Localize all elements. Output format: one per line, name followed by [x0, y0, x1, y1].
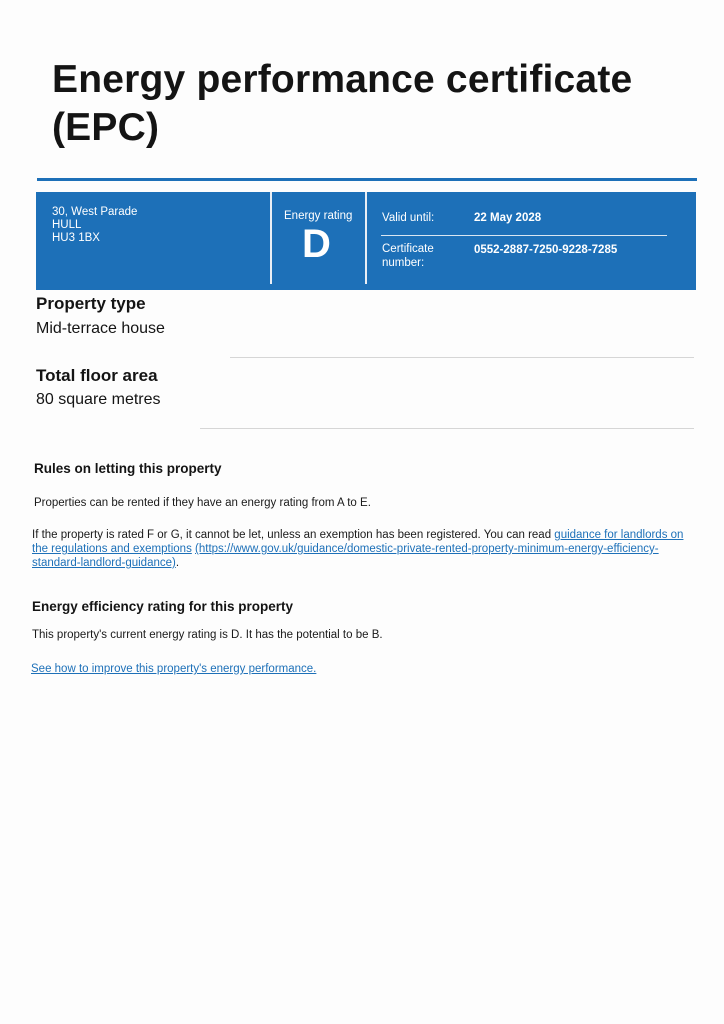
improve-link-wrapper — [31, 662, 316, 676]
letting-rules-heading: Rules on letting this property — [34, 461, 222, 476]
section-divider — [230, 357, 694, 358]
address-line-2: HULL — [52, 219, 82, 231]
letting-rules-para-2-end: . — [175, 557, 180, 569]
banner-divider — [270, 192, 272, 284]
energy-rating-letter: D — [302, 222, 331, 266]
landlord-guidance-url[interactable]: (https://www.gov.uk/guidance/domestic-private-rented-property-minimum-energy-efficiency-standard-landlord-guidance) — [32, 543, 659, 569]
epc-summary-banner — [36, 192, 696, 290]
letting-rules-para-2-text: If the property is rated F or G, it cannot be let, unless an exemption has been registered. You can read — [32, 529, 555, 541]
valid-until-label: Valid until: — [382, 212, 435, 224]
property-address — [52, 206, 137, 245]
address-line-3: HU3 1BX — [52, 232, 100, 244]
certificate-number: 0552-2887-7250-9228-7285 — [474, 244, 618, 256]
landlord-guidance-link[interactable]: guidance for landlords on the regulations and exemptions — [32, 529, 684, 555]
property-type-value: Mid-terrace house — [36, 320, 165, 337]
letting-rules-para-2 — [32, 528, 694, 570]
address-line-1: 30, West Parade — [52, 206, 138, 218]
title-underline — [37, 178, 697, 181]
floor-area-heading: Total floor area — [36, 366, 158, 385]
section-divider — [200, 428, 694, 429]
improve-performance-link[interactable]: See how to improve this property's energy performance. — [31, 663, 317, 675]
page-title: Energy performance certificate (EPC) — [52, 58, 633, 149]
efficiency-rating-text: This property's current energy rating is D. It has the potential to be B. — [32, 629, 383, 641]
floor-area-value: 80 square metres — [36, 391, 161, 408]
banner-divider — [365, 192, 367, 284]
energy-rating-label: Energy rating — [284, 210, 353, 222]
banner-inner-divider — [381, 235, 667, 236]
valid-until-date: 22 May 2028 — [474, 212, 542, 224]
letting-rules-para-1: Properties can be rented if they have an energy rating from A to E. — [34, 497, 371, 509]
efficiency-rating-heading: Energy efficiency rating for this property — [32, 599, 294, 614]
property-type-heading: Property type — [36, 294, 146, 313]
certificate-number-label: Certificate number: — [382, 243, 434, 269]
